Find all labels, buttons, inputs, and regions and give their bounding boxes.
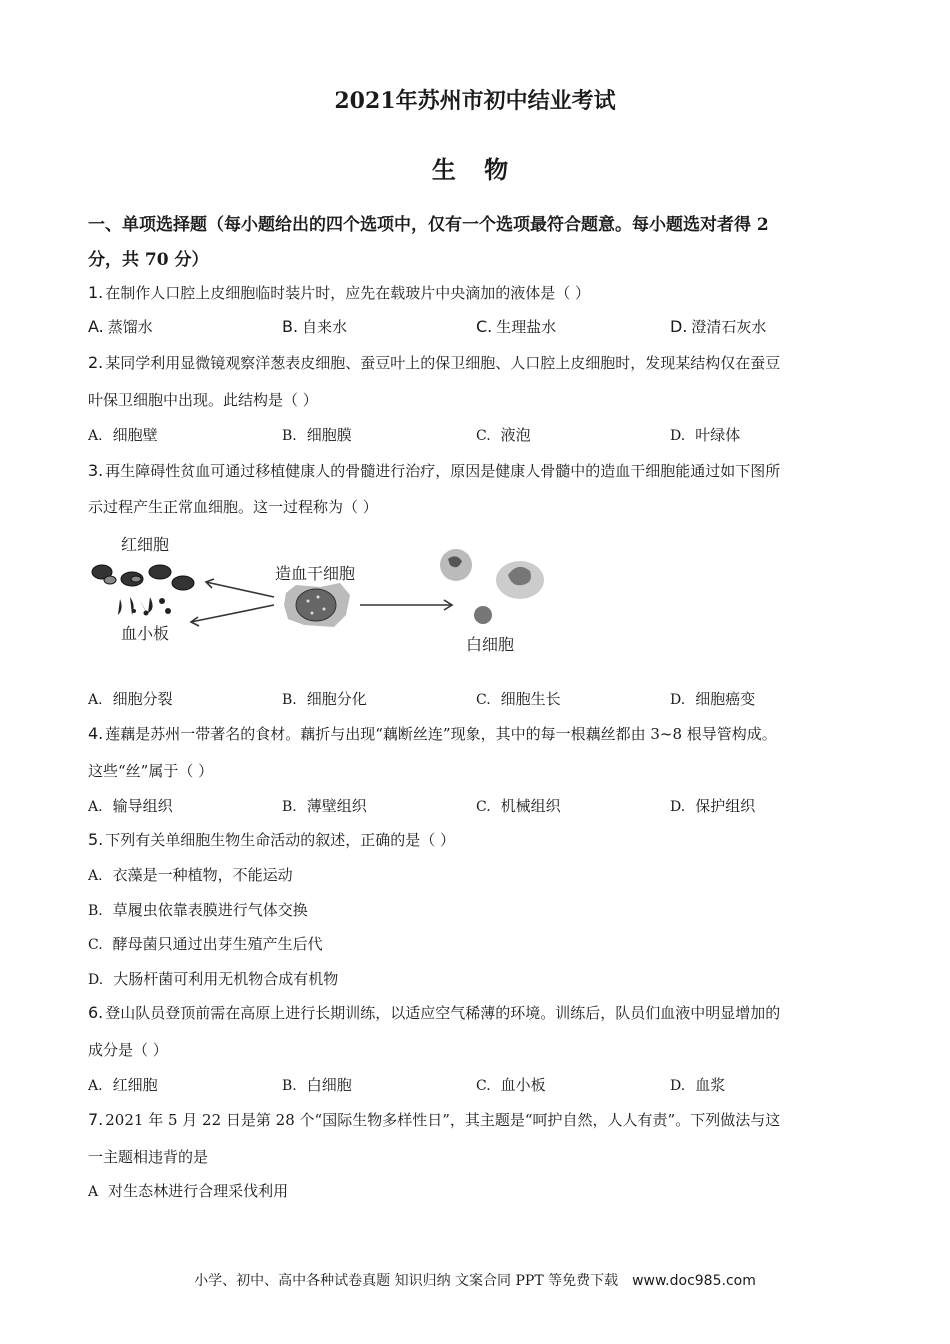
q1-option-c: C. 生理盐水: [476, 317, 557, 336]
section-heading-line1: 一、单项选择题（每小题给出的四个选项中，仅有一个选项最符合题意。每小题选对者得 2: [88, 215, 769, 235]
red-blood-cells: [92, 565, 194, 590]
label-platelet: 血小板: [121, 624, 170, 643]
q2-option-b: B. 细胞膜: [282, 426, 352, 444]
q5-option-d: D. 大肠杆菌可利用无机物合成有机物: [88, 970, 339, 988]
question-6-line2: 成分是（ ）: [88, 1041, 168, 1059]
question-2: 2. 某同学利用显微镜观察洋葱表皮细胞、蚕豆叶上的保卫细胞、人口腔上皮细胞时，发现某结构仅在蚕豆: [88, 353, 781, 372]
q1-option-a: A. 蒸馏水: [88, 317, 153, 336]
q2-option-a: A. 细胞壁: [88, 426, 158, 444]
question-6: 6. 登山队员登顶前需在高原上进行长期训练，以适应空气稀薄的环境。训练后，队员们血液中明显增加的: [88, 1003, 781, 1022]
q4-option-a: A. 输导组织: [88, 797, 173, 815]
exam-title: 2021年苏州市初中结业考试: [334, 88, 616, 114]
label-white-cell: 白细胞: [466, 635, 515, 654]
question-7-line2: 一主题相违背的是: [88, 1148, 209, 1166]
q2-option-d: D. 叶绿体: [670, 426, 741, 444]
q6-option-a: A. 红细胞: [88, 1076, 158, 1094]
q1-option-b: B. 自来水: [282, 317, 348, 336]
footer: [0, 1270, 950, 1290]
q3-option-a: A. 细胞分裂: [88, 690, 173, 708]
q3-option-b: B. 细胞分化: [282, 690, 367, 708]
q6-option-b: B. 白细胞: [282, 1076, 352, 1094]
footer-text: 小学、初中、高中各种试卷真题 知识归纳 文案合同 PPT 等免费下载: [194, 1273, 619, 1289]
label-red-cell: 红细胞: [121, 535, 170, 554]
q4-option-b: B. 薄壁组织: [282, 797, 367, 815]
q5-option-b: B. 草履虫依靠表膜进行气体交换: [88, 901, 308, 919]
question-3: 3. 再生障碍性贫血可通过移植健康人的骨髓进行治疗，原因是健康人骨髓中的造血干细胞能通过如下图所: [88, 461, 781, 480]
blood-cell-differentiation-figure: [88, 535, 548, 665]
question-4-line2: 这些“丝”属于（ ）: [88, 762, 214, 780]
question-2-line2: 叶保卫细胞中出现。此结构是（ ）: [88, 391, 318, 409]
label-stem-cell: 造血干细胞: [275, 564, 356, 583]
question-3-line2: 示过程产生正常血细胞。这一过程称为（ ）: [88, 498, 378, 516]
section-heading-line2: 分，共 70 分）: [88, 250, 209, 270]
q4-option-d: D. 保护组织: [670, 797, 756, 815]
q5-option-c: C. 酵母菌只通过出芽生殖产生后代: [88, 935, 323, 953]
q5-option-a: A. 衣藻是一种植物，不能运动: [88, 866, 293, 884]
stem-cell: [284, 583, 350, 627]
footer-url[interactable]: www.doc985.com: [632, 1273, 756, 1289]
white-blood-cells: [440, 549, 544, 624]
q6-option-c: C. 血小板: [476, 1076, 546, 1094]
question-7: 7. 2021 年 5 月 22 日是第 28 个“国际生物多样性日”，其主题是“呵护自然，人人有责”。下列做法与这: [88, 1110, 781, 1129]
q6-option-d: D. 血浆: [670, 1076, 726, 1094]
q3-option-d: D. 细胞癌变: [670, 690, 756, 708]
q2-option-c: C. 液泡: [476, 426, 531, 444]
q4-option-c: C. 机械组织: [476, 797, 561, 815]
question-4: 4. 莲藕是苏州一带著名的食材。藕折与出现“藕断丝连”现象，其中的每一根藕丝都由 3~8 根导管构成。: [88, 724, 777, 743]
q7-option-a: A 对生态林进行合理采伐利用: [88, 1182, 289, 1200]
question-5: 5. 下列有关单细胞生物生命活动的叙述，正确的是（ ）: [88, 830, 456, 849]
q3-option-c: C. 细胞生长: [476, 690, 561, 708]
platelets: [118, 597, 171, 616]
question-1: 1. 在制作人口腔上皮细胞临时装片时，应先在载玻片中央滴加的液体是（ ）: [88, 283, 591, 302]
q1-option-d: D. 澄清石灰水: [670, 317, 767, 336]
subject-title: 生 物: [431, 155, 519, 184]
